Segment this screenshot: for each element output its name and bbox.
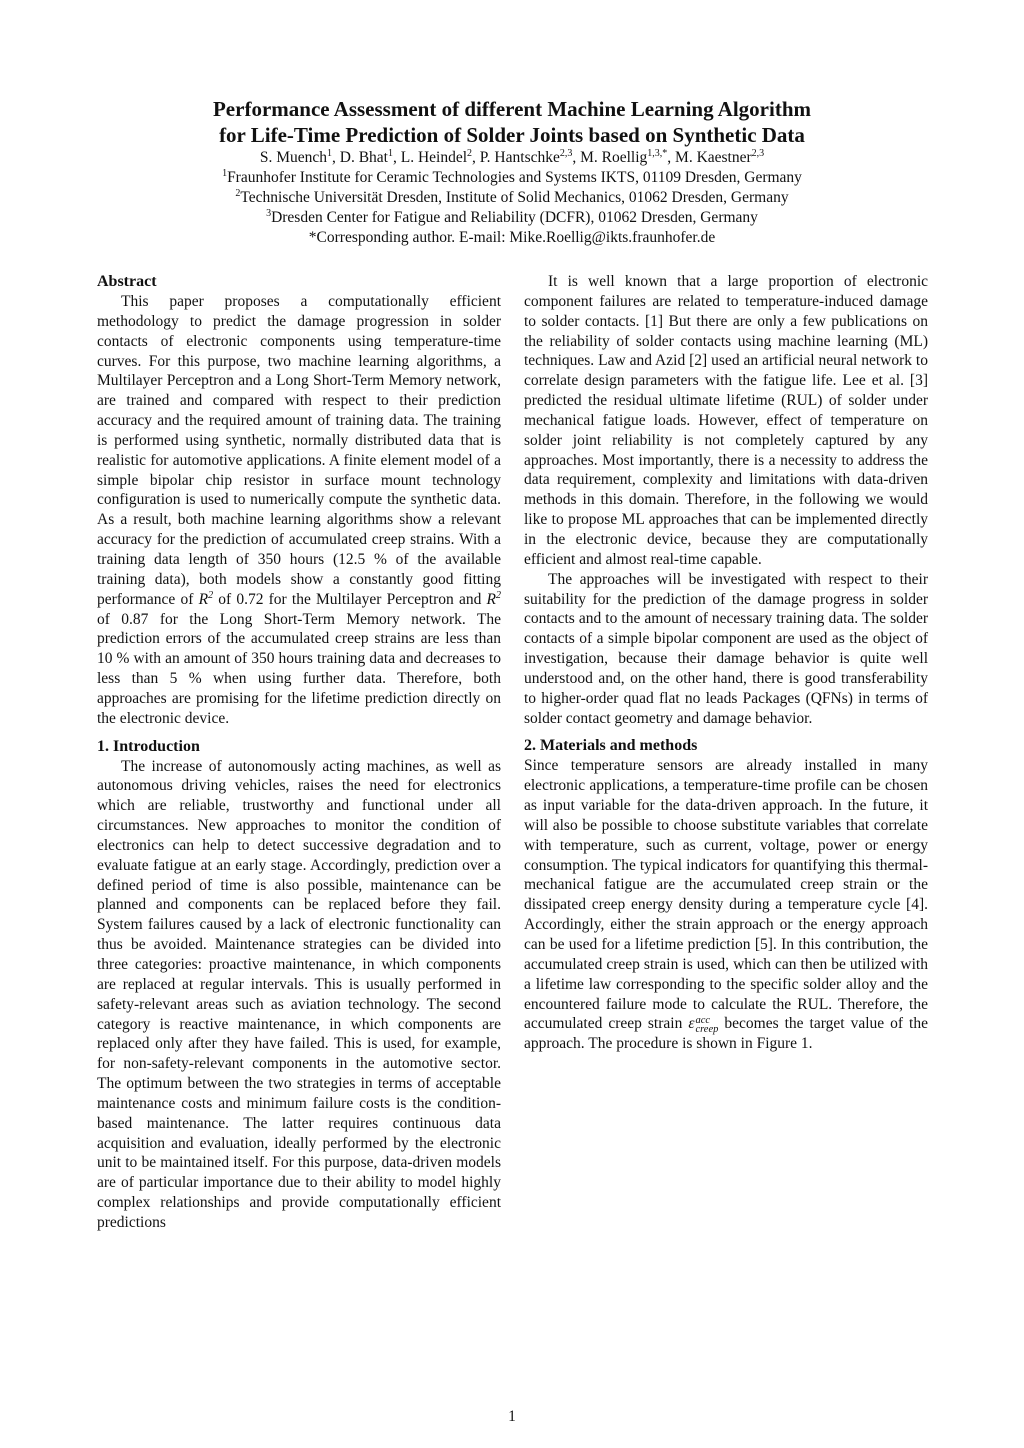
page-number: 1 [508, 1408, 516, 1425]
affiliation-3: $^3$Dresden Center for Fatigue and Reliability (DCFR), 01062 Dresden, Germany [266, 207, 758, 226]
affiliation-1: $^1$Fraunhofer Institute for Ceramic Technologies and Systems IKTS, 01109 Dresden, Germany [222, 167, 802, 186]
abstract-heading: Abstract [97, 273, 157, 290]
left-column [97, 272, 501, 1233]
introduction-paragraph-3: The approaches will be investigated with respect to their suitability for the prediction of the damage progress in solder contacts and to the amount of necessary training data. The solder contacts of a simple bipolar component are used as the object of investigation, because their damage behavior is quite well understood and, on the other hand, there is good transferability to higher-order quad flat no leads Packages (QFNs) in terms of solder contact geometry and damage behavior. [524, 570, 928, 727]
author-list [0, 148, 1024, 168]
title-line-1: Performance Assessment of different Machine Learning Algorithm [212, 97, 811, 121]
author-5: M. Roellig$^{1,3,*}$, [580, 147, 676, 166]
r-squared-mlp: $R^2$ [198, 589, 214, 608]
introduction-paragraph-2: It is well known that a large proportion of electronic component failures are related to temperature-induced damage to solder contacts. [1] But there are only a few publications on the reliability of solder contacts using machine learning (ML) techniques. Law and Azid [2] used an artificial neural network to correlate design parameters with the fatigue life. Lee et al. [3] predicted the residual ultimate lifetime (RUL) of solder under mechanical fatigue loads. However, effect of temperature on solder joint reliability is not completely captured by any approaches. Most importantly, there is a necessity to address the data requirement, complexity and limitations with data-driven methods in this domain. Therefore, in the following we would like to propose ML approaches that can be implemented directly in the electronic device, because they are computationally efficient and almost real-time capable. [524, 273, 928, 568]
creep-strain-symbol: ε acc creep [688, 1014, 719, 1035]
author-1: S. Muench$^1$, [259, 147, 340, 166]
paper-header [0, 96, 1024, 248]
r-squared-lstm: $R^2$ [486, 589, 501, 608]
title-line-2: for Life-Time Prediction of Solder Joints based on Synthetic Data [219, 123, 805, 147]
abstract-text: This paper proposes a computationally efficient methodology to predict the damage progression in solder contacts of electronic components using temperature-time curves. For this purpose, two machine learning algorithms, a Multilayer Perceptron and a Long Short-Term Memory network, are trained and compared with respect to their prediction accuracy and the required amount of training data. The training is performed using synthetic, normally distributed data that is realistic for automotive applications. A finite element model of a simple bipolar chip resistor in surface mount technology configuration is used to numerically compute the synthetic data. As a result, both machine learning algorithms show a relevant accuracy for the prediction of accumulated creep strains. With a training data length of 350 hours (12.5 % of the available training data), both models show a constantly good fitting performance of $R^2$ of 0.72 for the Multilayer Perceptron and $R^2$ of 0.87 for the Long Short-Term Memory network. The prediction errors of the accumulated creep strains are less than 10 % with an amount of 350 hours training data and decreases to less than 5 % when using further data. Therefore, both approaches are promising for the lifetime prediction directly on the electronic device. [97, 293, 501, 727]
right-column [524, 272, 928, 1054]
introduction-paragraph-1: The increase of autonomously acting machines, as well as autonomous driving vehicles, raises the need for electronics which are reliable, trustworthy and functional under all circumstances. New approaches to monitor the condition of electronics can help to detect successive degradation and to evaluate fatigue at an early stage. Accordingly, prediction over a defined period of time is also possible, maintenance can be planned and components can be replaced before they fail. System failures caused by a lack of electronic functionality can thus be avoided. Maintenance strategies can be divided into three categories: proactive maintenance, in which components are replaced at regular intervals. This is usually performed in safety-relevant areas such as aviation technology. The second category is reactive maintenance, in which components are replaced only after they have failed. This is used, for example, for non-safety-relevant components in the automotive sector. The optimum between the two strategies in terms of acceptable maintenance costs and minimum failure costs is the condition-based maintenance. The latter requires continuous data acquisition and evaluation, ideally performed by the electronic unit to be maintained itself. For this purpose, data-driven models are of particular importance due to their ability to model highly complex relationships and provide computationally efficient predictions [97, 757, 501, 1231]
author-6: M. Kaestner$^{2,3}$ [675, 147, 765, 166]
affiliation-2: $^2$Technische Universität Dresden, Institute of Solid Mechanics, 01062 Dresden, Germany [235, 187, 789, 206]
author-2: D. Bhat$^1$, [339, 147, 401, 166]
paper-title [0, 96, 1024, 148]
introduction-heading: 1. Introduction [97, 737, 200, 755]
methods-paragraph-1: Since temperature sensors are already installed in many electronic applications, a temperature-time profile can be chosen as input variable for the data-driven approach. In the future, it will also be possible to choose substitute variables that correlate with temperature, such as current, voltage, power or energy consumption. The typical indicators for quantifying this thermal-mechanical fatigue are the accumulated creep strain or the dissipated creep energy density during a temperature cycle [4]. Accordingly, either the strain approach or the energy approach can be used for a lifetime prediction [5]. In this contribution, the accumulated creep strain is used, which can then be utilized with a lifetime law corresponding to the specific solder alloy and the encountered failure mode to calculate the RUL. Therefore, the accumulated creep strain ε acc creep becomes the target value of the approach. The procedure is shown in Figure 1. [524, 757, 928, 1053]
methods-heading: 2. Materials and methods [524, 737, 698, 755]
corresponding-author: *Corresponding author. E-mail: Mike.Roellig@ikts.fraunhofer.de [308, 229, 716, 246]
author-4: P. Hantschke$^{2,3}$, [479, 147, 581, 166]
author-3: L. Heindel$^2$, [400, 147, 480, 166]
